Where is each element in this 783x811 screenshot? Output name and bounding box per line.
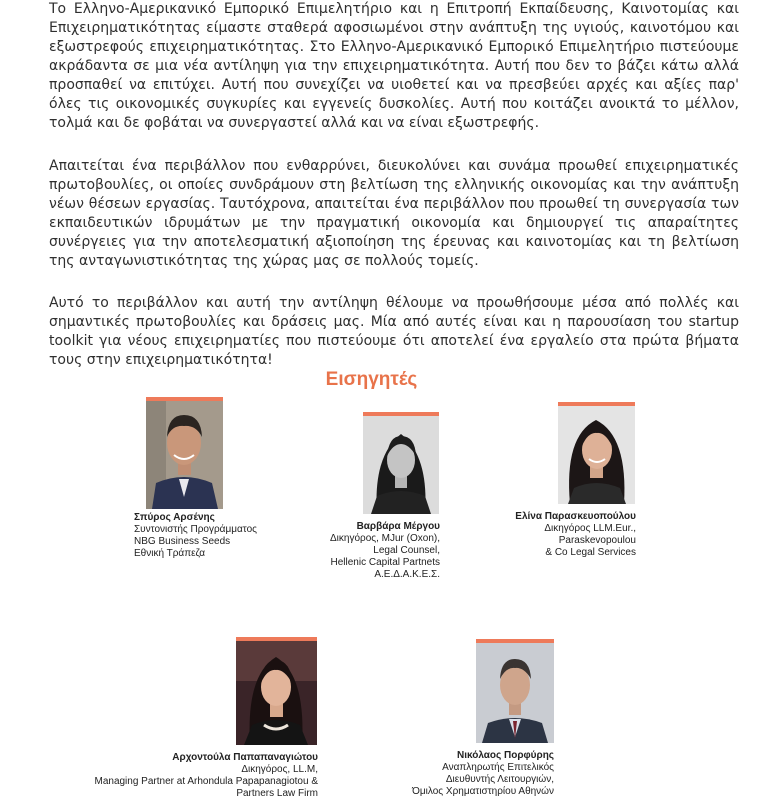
speaker-caption-mergou [300,521,440,581]
speaker-role: Όμιλος Χρηματιστηρίου Αθηνών [412,786,554,797]
speaker-photo-porfyris [476,639,554,743]
speaker-name: Ελίνα Παρασκευοπούλου [515,511,636,522]
speaker-role: Managing Partner at Arhondula Papapanagiotou & [94,776,318,787]
speaker-role: Paraskevopoulou [558,535,636,546]
speaker-role: Συντονιστής Προγράμματος [134,524,257,535]
intro-paragraph-2: Απαιτείται ένα περιβάλλον που ενθαρρύνει, διευκολύνει και συνάμα προωθεί επιχειρηματικές πρωτοβουλίες, οι οποίες συνδράμουν στη βελτίωση της ελληνικής οικονομίας και την ανάπτυξη νέων θέσεων εργασίας. Ταυτόχρονα, απαιτείται ένα περιβάλλον που προωθεί τη συνεργασία των εκπαιδευτικών ιδρυμάτων με την πραγματική οικονομία και δημιουργεί τις απαραίτητες συνέργειες για την αποτελεσματική αξιοποίηση της έρευνας και καινοτομίας και τη βελτίωση της ανταγωνιστικότητας της χώρας μας σε πολλούς τομείς. [49,158,739,269]
speaker-role: Legal Counsel, [373,545,440,556]
speaker-role: & Co Legal Services [545,547,636,558]
speaker-role: Δικηγόρος, LL.M, [241,764,318,775]
intro-paragraph-1: Το Ελληνο-Αμερικανικό Εμπορικό Επιμελητήριο και η Επιτροπή Εκπαίδευσης, Καινοτομίας και Επιχειρηματικότητας είμαστε σταθερά αφοσιωμένοι στην ανάπτυξη της υγιούς, καινοτόμου και εξωστρεφούς επιχειρηματικότητας. Στο Ελληνο-Αμερικανικό Εμπορικό Επιμελητήριο πιστεύουμε ακράδαντα σε μια νέα αντίληψη για την επιχειρηματικότητα. Αυτή που δεν το βάζει κάτω αλλά προσπαθεί να επιτύχει. Αυτή που συνεχίζει να υιοθετεί και να πρεσβεύει αρχές και αξίες παρ' όλες τις οικονομικές συγκυρίες και εγγενείς δυσκολίες. Αυτή που κοιτάζει ανοικτά το μέλλον, τολμά και δε φοβάται να συνεργαστεί αλλά και να είναι εξωστρεφής. [49,1,739,131]
intro-paragraph-3: Αυτό το περιβάλλον και αυτή την αντίληψη θέλουμε να προωθήσουμε μέσα από πολλές και σημαντικές πρωτοβουλίες και δράσεις μας. Μία από αυτές είναι και η παρουσίαση του startup toolkit για νέους επιχειρηματίες που πιστεύουμε ότι αποτελεί ένα εργαλείο στα πρώτα βήματα τους στην επιχειρηματικότητα! [49,295,739,368]
speaker-name: Νικόλαος Πορφύρης [456,750,554,761]
speaker-photo-arsenis [146,397,223,509]
speaker-caption-paraskevopoulou [480,511,636,559]
speaker-caption-papapanagiotou [30,752,318,800]
speaker-role: Εθνική Τράπεζα [134,548,206,559]
speaker-caption-porfyris [370,750,554,798]
speaker-photo-paraskevopoulou [558,402,635,504]
speaker-photo-papapanagiotou [236,637,317,745]
speaker-caption-arsenis [134,512,304,560]
speaker-role: Α.Ε.Δ.Α.Κ.Ε.Σ. [374,569,440,580]
speaker-role: Δικηγόρος LLM.Eur., [544,523,636,534]
speaker-name: Βαρβάρα Μέργου [356,521,440,532]
speaker-role: Partners Law Firm [236,788,318,799]
speakers-heading: Εισηγητές [325,369,418,390]
speaker-role: Διευθυντής Λειτουργιών, [445,774,554,785]
speaker-name: Αρχοντούλα Παπαπαναγιώτου [172,752,318,763]
speaker-role: Hellenic Capital Partnets [330,557,440,568]
speaker-role: Δικηγόρος, MJur (Oxon), [330,533,440,544]
speaker-name: Σπύρος Αρσένης [134,512,215,523]
speaker-role: NBG Business Seeds [134,536,231,547]
speaker-photo-mergou [363,412,439,514]
speaker-role: Αναπληρωτής Επιτελικός [442,762,554,773]
